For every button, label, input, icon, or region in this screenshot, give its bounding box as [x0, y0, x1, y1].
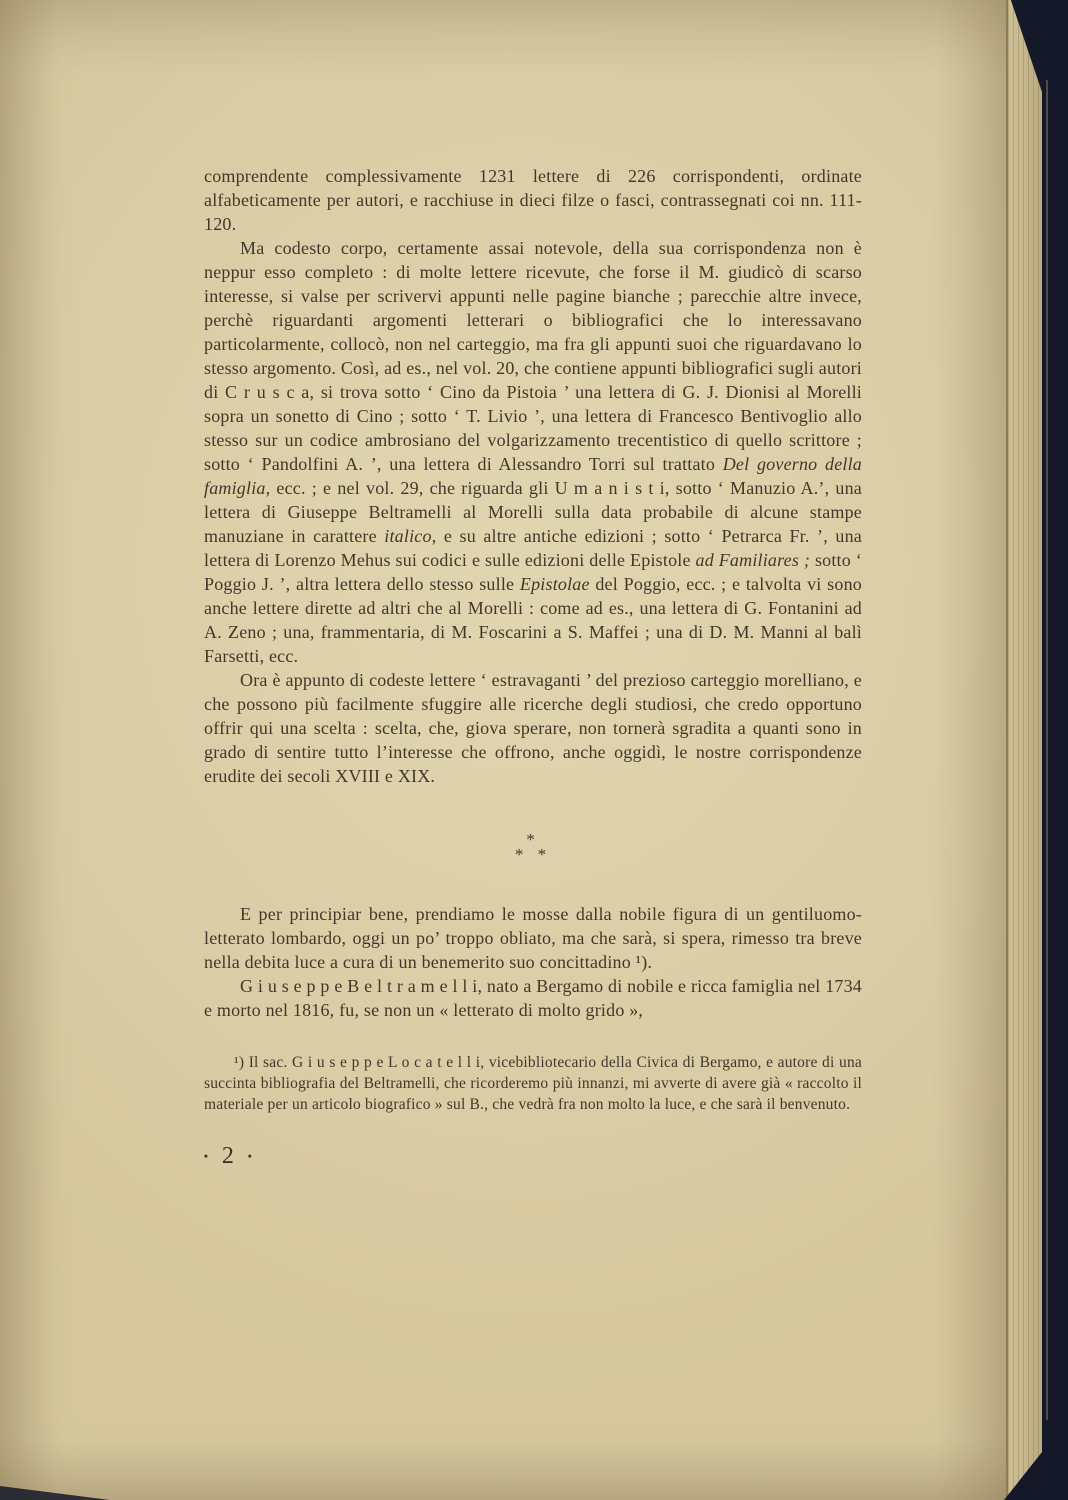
body-text: , e su altre antiche edizioni ; sotto ‘ Petrarca Fr. ’, una lettera di Lorenzo Mehus sui codici e sulle edizioni delle Epistole: [204, 526, 862, 570]
body-text: Ora è appunto di codeste lettere ‘ estravaganti ’ del prezioso carteggio morelliano, e che possono più facilmente sfuggire alle ricerche degli studiosi, che credo opportuno offrir qui una scelta : scelta, che, giova sperare, non tornerà sgradita a quanti sono in grado di sentire tutto l’interesse che offrono, anche oggidì, le nostre corrispondenze erudite dei secoli XVIII e XIX.: [204, 670, 862, 786]
footnote: [204, 1052, 862, 1115]
italic-text: Epistolae: [519, 574, 590, 594]
page-number-value: 2: [221, 1143, 234, 1169]
paragraph: [204, 1052, 862, 1115]
italic-text: ad Familiares ;: [695, 550, 811, 570]
body-text: sotto ‘ Poggio J. ’, altra lettera dello stesso sulle: [204, 550, 862, 594]
text-block-bottom: [204, 902, 862, 1022]
text-block-top: [204, 164, 862, 788]
asterisk-separator: [204, 832, 862, 862]
body-text: E per principiar bene, prendiamo le mosse dalla nobile figura di un gentiluomo-letterato lombardo, oggi un po’ troppo obliato, ma che sarà, si spera, rimesso tra breve nella debita luce a cura di un benemerito suo concittadino ¹).: [204, 904, 862, 972]
body-text: del Poggio, ecc. ; e talvolta vi sono anche lettere dirette ad altri che al Morelli : come ad es., una lettera di G. Fontanini ad A. Zeno ; una, frammentaria, di M. Foscarini a S. Maffei ; una di D. M. Manni al balì Farsetti, ecc.: [204, 574, 862, 666]
paragraph: [204, 974, 862, 1022]
separator-row: * *: [514, 845, 552, 864]
book-fore-edge: [1006, 0, 1042, 1500]
page-number: [204, 1143, 862, 1170]
paragraph: [204, 164, 862, 236]
paragraph: [204, 902, 862, 974]
body-text: comprendente complessivamente 1231 lettere di 226 corrispondenti, ordinate alfabeticamente per autori, e racchiuse in dieci filze o fasci, contrassegnati coi nn. 111-120.: [204, 166, 862, 234]
paragraph: [204, 236, 862, 668]
body-text: ¹) Il sac. G i u s e p p e L o c a t e l l i, vicebibliotecario della Civica di Bergamo, e autore di una succinta bibliografia del Beltramelli, che ricorderemo più innanzi, mi avverte di avere già « raccolto il materiale per un articolo biografico » sul B., che vedrà fra non molto la luce, e che sarà il benvenuto.: [204, 1054, 862, 1113]
page-edge-highlight: [1046, 80, 1048, 1420]
paragraph: [204, 668, 862, 788]
italic-text: Del governo della famiglia,: [204, 454, 862, 498]
square-marker: ▪: [247, 1150, 252, 1163]
body-text: G i u s e p p e B e l t r a m e l l i, nato a Bergamo di nobile e ricca famiglia nel 1734 e morto nel 1816, fu, se non un « letterato di molto grido »,: [204, 976, 862, 1020]
bottom-left-corner-shadow: [0, 1486, 110, 1500]
italic-text: italico: [384, 526, 432, 546]
separator-row: *: [526, 830, 540, 849]
page-content: [204, 164, 862, 1170]
square-marker: ▪: [204, 1150, 208, 1163]
body-text: Ma codesto corpo, certamente assai notevole, della sua corrispondenza non è neppur esso completo : di molte lettere ricevute, che forse il M. giudicò di scarso interesse, si valse per scrivervi appunti nelle pagine bianche ; parecchie altre invece, perchè riguardanti argomenti letterari o bibliografici che lo interessavano particolarmente, collocò, non nel carteggio, ma fra gli appunti suoi che riguardavano lo stesso argomento. Così, ad es., nel vol. 20, che contiene appunti bibliografici sugli autori di C r u s c a, si trova sotto ‘ Cino da Pistoia ’ una lettera di G. J. Dionisi al Morelli sopra un sonetto di Cino ; sotto ‘ T. Livio ’, una lettera di Francesco Bentivoglio allo stesso sur un codice ambrosiano del volgarizzamento trecentistico di quello scrittore ; sotto ‘ Pandolfini A. ’, una lettera di Alessandro Torri sul trattato: [204, 238, 862, 474]
body-text: ecc. ; e nel vol. 29, che riguarda gli U m a n i s t i, sotto ‘ Manuzio A.’, una lettera di Giuseppe Beltramelli al Morelli sulla data probabile di alcune stampe manuziane in carattere: [204, 478, 862, 546]
